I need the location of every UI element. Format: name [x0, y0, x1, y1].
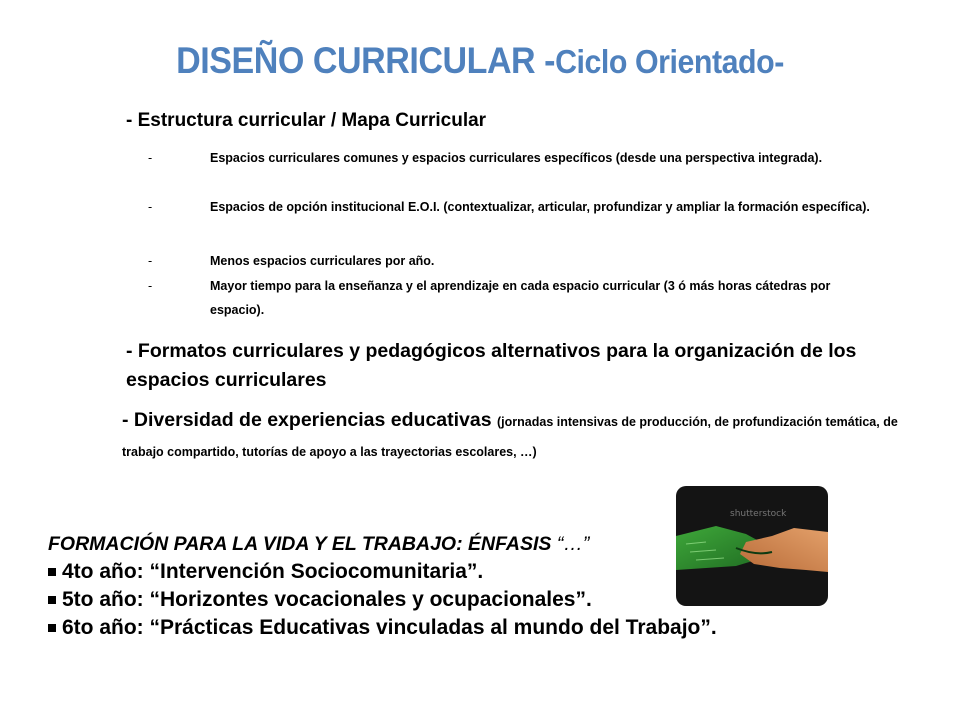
title-main: DISEÑO CURRICULAR - — [176, 40, 556, 81]
emphasis-item-text: 4to año: “Intervención Sociocomunitaria”. — [62, 560, 484, 583]
list-item-text: Mayor tiempo para la enseñanza y el aprendizaje en cada espacio curricular (3 ó más horas cátedras por espacio). — [210, 279, 831, 317]
diversity-lead: - Diversidad de experiencias educativas — [122, 409, 498, 431]
square-bullet-icon — [48, 568, 56, 576]
emphasis-heading-text: FORMACIÓN PARA LA VIDA Y EL TRABAJO: ÉNFASIS — [48, 533, 557, 555]
list-dash: - — [148, 200, 153, 214]
emphasis-block — [48, 530, 808, 642]
title-rest: Ciclo Orientado- — [555, 43, 784, 80]
list-item-text: Espacios de opción institucional E.O.I. (contextualizar, articular, profundizar y ampliar la formación específica). — [210, 200, 870, 214]
list-item — [48, 558, 808, 586]
list-item — [48, 586, 808, 614]
list-item-text: Espacios curriculares comunes y espacios curriculares específicos (desde una perspectiva integrada). — [210, 151, 823, 165]
list-item — [148, 195, 888, 219]
slide-title — [38, 40, 921, 82]
emphasis-item-text: 5to año: “Horizontes vocacionales y ocupacionales”. — [62, 588, 592, 611]
square-bullet-icon — [48, 624, 56, 632]
square-bullet-icon — [48, 596, 56, 604]
image-watermark: shutterstock — [730, 509, 787, 519]
list-item — [148, 249, 888, 273]
emphasis-heading — [48, 530, 808, 558]
list-item-text: Menos espacios curriculares por año. — [210, 254, 435, 268]
diversity-detail: (jornadas intensivas de producción, de profundización temática, de trabajo compartido, tutorías de apoyo a las trayectorias escolares, …) — [122, 415, 898, 459]
list-dash: - — [148, 151, 153, 165]
list-dash: - — [148, 254, 153, 268]
list-item — [148, 146, 888, 170]
emphasis-item-text: 6to año: “Prácticas Educativas vinculadas al mundo del Trabajo”. — [62, 616, 717, 639]
list-dash: - — [148, 279, 153, 293]
section-heading-structure: - Estructura curricular / Mapa Curricular — [126, 110, 487, 131]
list-item — [148, 274, 888, 322]
section-heading-formats: - Formatos curriculares y pedagógicos alternativos para la organización de los espacios curriculares — [126, 340, 857, 391]
emphasis-heading-suffix: “…” — [556, 533, 590, 555]
list-item — [48, 614, 808, 642]
section-heading-diversity — [122, 405, 922, 467]
